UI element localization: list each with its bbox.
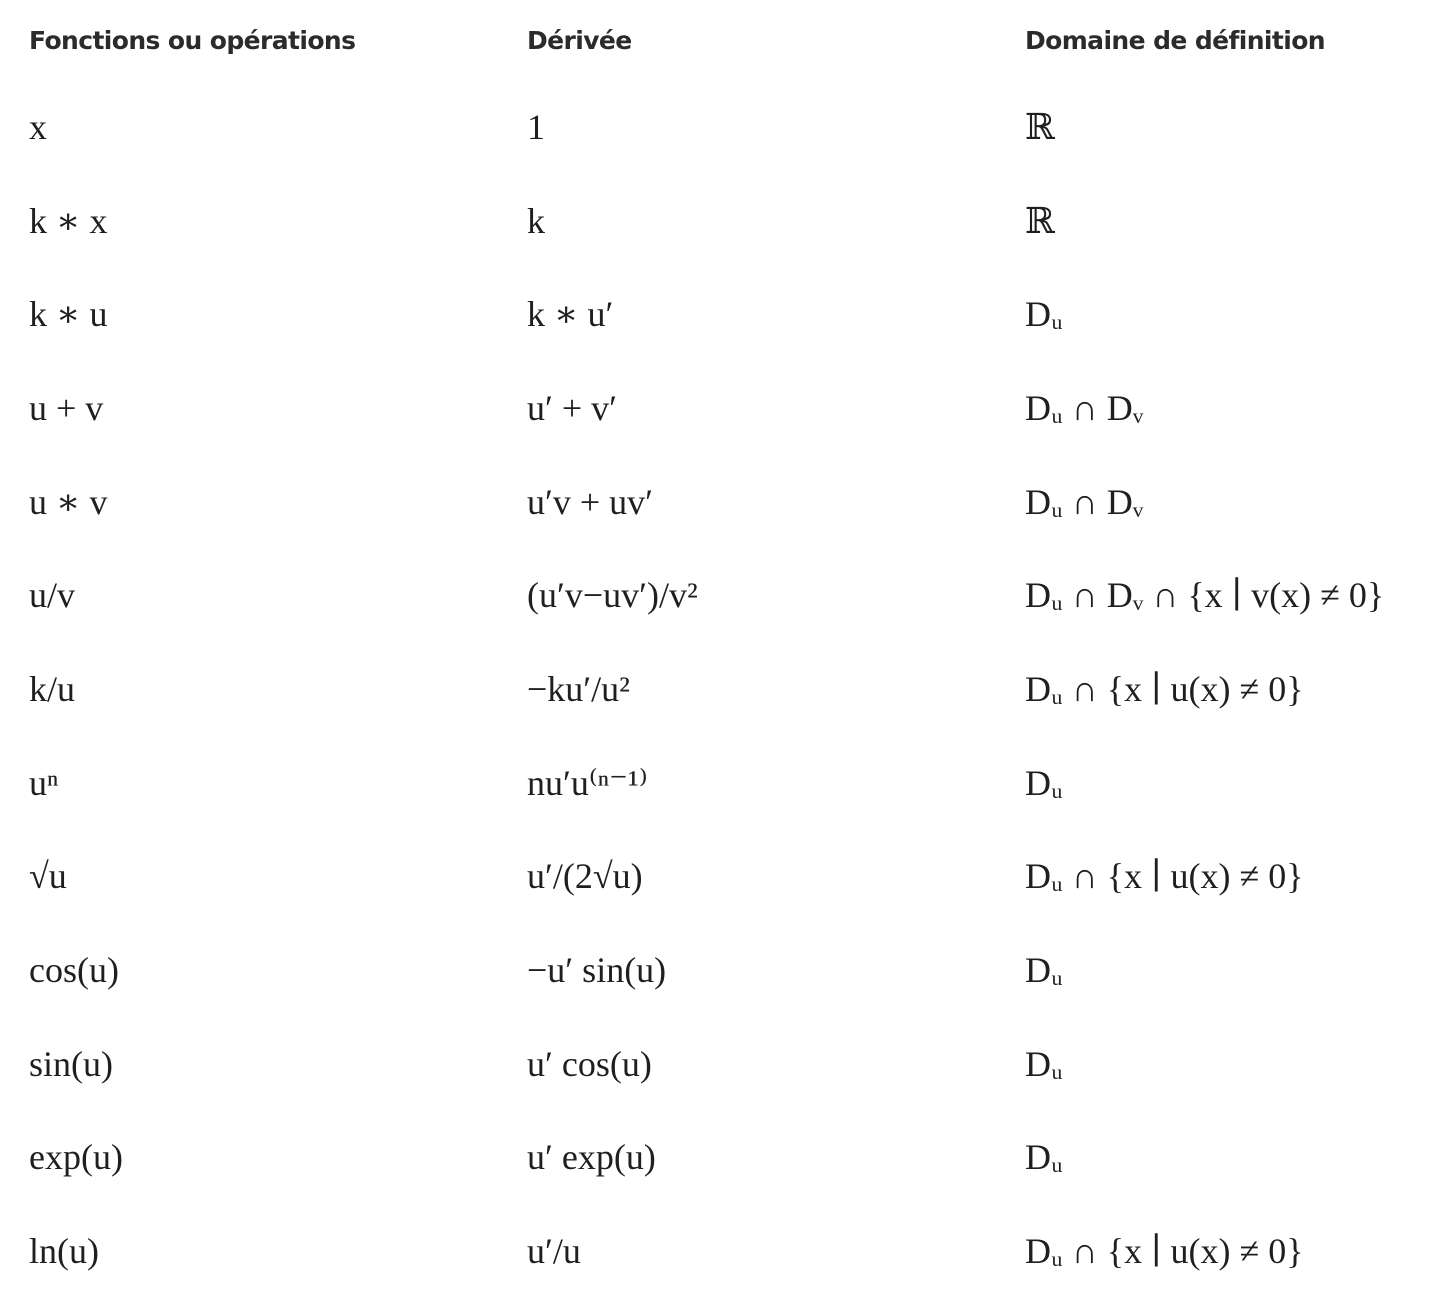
table-row — [29, 361, 1429, 455]
table-row — [29, 830, 1429, 924]
domain-cell: Dᵤ — [1025, 950, 1063, 991]
function-cell: u/v — [29, 575, 76, 616]
domain-cell: ℝ — [1025, 200, 1055, 241]
derivative-cell: u′/(2√u) — [527, 856, 643, 897]
function-cell: u ∗ v — [29, 481, 108, 522]
domain-cell: Dᵤ ∩ {x ∣ u(x) ≠ 0} — [1025, 668, 1304, 709]
function-cell: k/u — [29, 668, 76, 709]
domain-cell: Dᵤ ∩ Dᵥ — [1025, 481, 1144, 522]
table-row — [29, 642, 1429, 736]
derivative-cell: nu′u⁽ⁿ⁻¹⁾ — [527, 762, 648, 803]
function-cell: k ∗ u — [29, 294, 108, 335]
derivative-cell: (u′v−uv′)/v² — [527, 575, 698, 616]
function-cell: u + v — [29, 387, 104, 428]
function-cell: ln(u) — [29, 1231, 99, 1272]
derivative-cell: 1 — [527, 106, 545, 147]
derivative-cell: u′/u — [527, 1231, 581, 1272]
table-row — [29, 1111, 1429, 1205]
table-header — [29, 0, 1429, 80]
domain-cell: Dᵤ — [1025, 762, 1063, 803]
derivative-cell: k — [527, 200, 545, 241]
domain-cell: Dᵤ — [1025, 1137, 1063, 1178]
header-row — [29, 0, 1429, 80]
table-row — [29, 80, 1429, 174]
table-row — [29, 1204, 1429, 1298]
table-body — [29, 80, 1429, 1298]
derivative-cell: u′v + uv′ — [527, 481, 654, 522]
function-cell: sin(u) — [29, 1043, 113, 1084]
table-row — [29, 455, 1429, 549]
derivatives-table — [29, 0, 1429, 1298]
table-row — [29, 736, 1429, 830]
domain-cell: Dᵤ ∩ {x ∣ u(x) ≠ 0} — [1025, 1231, 1304, 1272]
table-row — [29, 1017, 1429, 1111]
table-row — [29, 923, 1429, 1017]
function-cell: k ∗ x — [29, 200, 108, 241]
derivative-cell: u′ cos(u) — [527, 1043, 652, 1084]
table-row — [29, 548, 1429, 642]
function-cell: exp(u) — [29, 1137, 123, 1178]
derivative-cell: k ∗ u′ — [527, 294, 614, 335]
domain-cell: ℝ — [1025, 106, 1055, 147]
function-cell: cos(u) — [29, 950, 119, 991]
header-functions: Fonctions ou opérations — [29, 25, 356, 55]
function-cell: x — [29, 106, 47, 147]
header-domain: Domaine de définition — [1025, 25, 1325, 55]
table-row — [29, 267, 1429, 361]
derivative-cell: −ku′/u² — [527, 668, 630, 709]
domain-cell: Dᵤ ∩ Dᵥ — [1025, 387, 1144, 428]
derivative-cell: u′ exp(u) — [527, 1137, 656, 1178]
function-cell: uⁿ — [29, 762, 59, 803]
header-derivative: Dérivée — [527, 25, 632, 55]
table-row — [29, 174, 1429, 268]
domain-cell: Dᵤ — [1025, 294, 1063, 335]
derivative-cell: −u′ sin(u) — [527, 950, 667, 991]
domain-cell: Dᵤ ∩ Dᵥ ∩ {x ∣ v(x) ≠ 0} — [1025, 575, 1385, 616]
domain-cell: Dᵤ ∩ {x ∣ u(x) ≠ 0} — [1025, 856, 1304, 897]
function-cell: √u — [29, 856, 67, 897]
domain-cell: Dᵤ — [1025, 1043, 1063, 1084]
derivative-cell: u′ + v′ — [527, 387, 618, 428]
